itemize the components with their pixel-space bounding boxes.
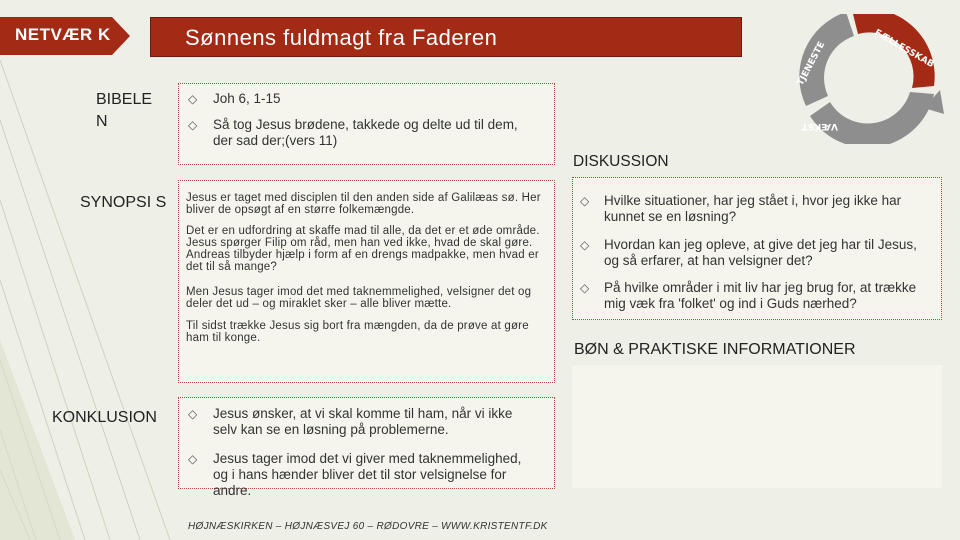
footer-text: HØJNÆSKIRKEN – HØJNÆSVEJ 60 – RØDOVRE – WWW.KRISTENTF.DK [188,521,548,532]
diamond-bullet-icon: ◇ [188,452,198,466]
church-logo [782,14,954,144]
page-title: Sønnens fuldmagt fra Faderen [185,25,498,50]
boen-box [572,365,942,488]
synopsis-paragraph: Jesus er taget med disciplen til den anden side af Galilæas sø. Her bliver de opsøgt af en større folkemængde. [186,192,541,216]
synopsis-paragraph: Til sidst trække Jesus sig bort fra mængden, da de prøve at gøre ham til konge. [186,320,529,344]
logo-text-tjeneste: TJENESTE [795,40,828,88]
diamond-bullet-icon: ◇ [580,238,590,252]
diamond-bullet-icon: ◇ [188,407,198,421]
diamond-bullet-icon: ◇ [580,194,590,208]
konklusion-label: KONKLUSION [52,409,157,426]
diamond-bullet-icon: ◇ [188,118,198,132]
logo-text-vaekst: VÆKST [801,121,838,131]
section-tag-label: NETVÆR K [15,25,111,44]
boen-label: BØN & PRAKTISKE INFORMATIONER [574,341,856,358]
synopsis-label: SYNOPSI S [80,194,167,211]
bibelen-label: BIBELE N [96,91,153,130]
diskussion-label: DISKUSSION [573,153,669,170]
diamond-bullet-icon: ◇ [580,281,590,295]
logo-text-faellesskab: FÆLLESSKAB [872,27,936,71]
synopsis-paragraph: Men Jesus tager imod det med taknemmelighed, velsigner det og deler det ud – og miraklet sker – alle bliver mætte. [186,286,532,310]
diamond-bullet-icon: ◇ [188,92,198,106]
synopsis-paragraph: Det er en udfordring at skaffe mad til alle, da det er et øde område. Jesus spørger Filip om råd, men han ved ikke, hvad de skal gøre. Andreas tilbyder hjælp i form af en drengs madpakke, men hvad er det til så mange? [186,225,540,273]
